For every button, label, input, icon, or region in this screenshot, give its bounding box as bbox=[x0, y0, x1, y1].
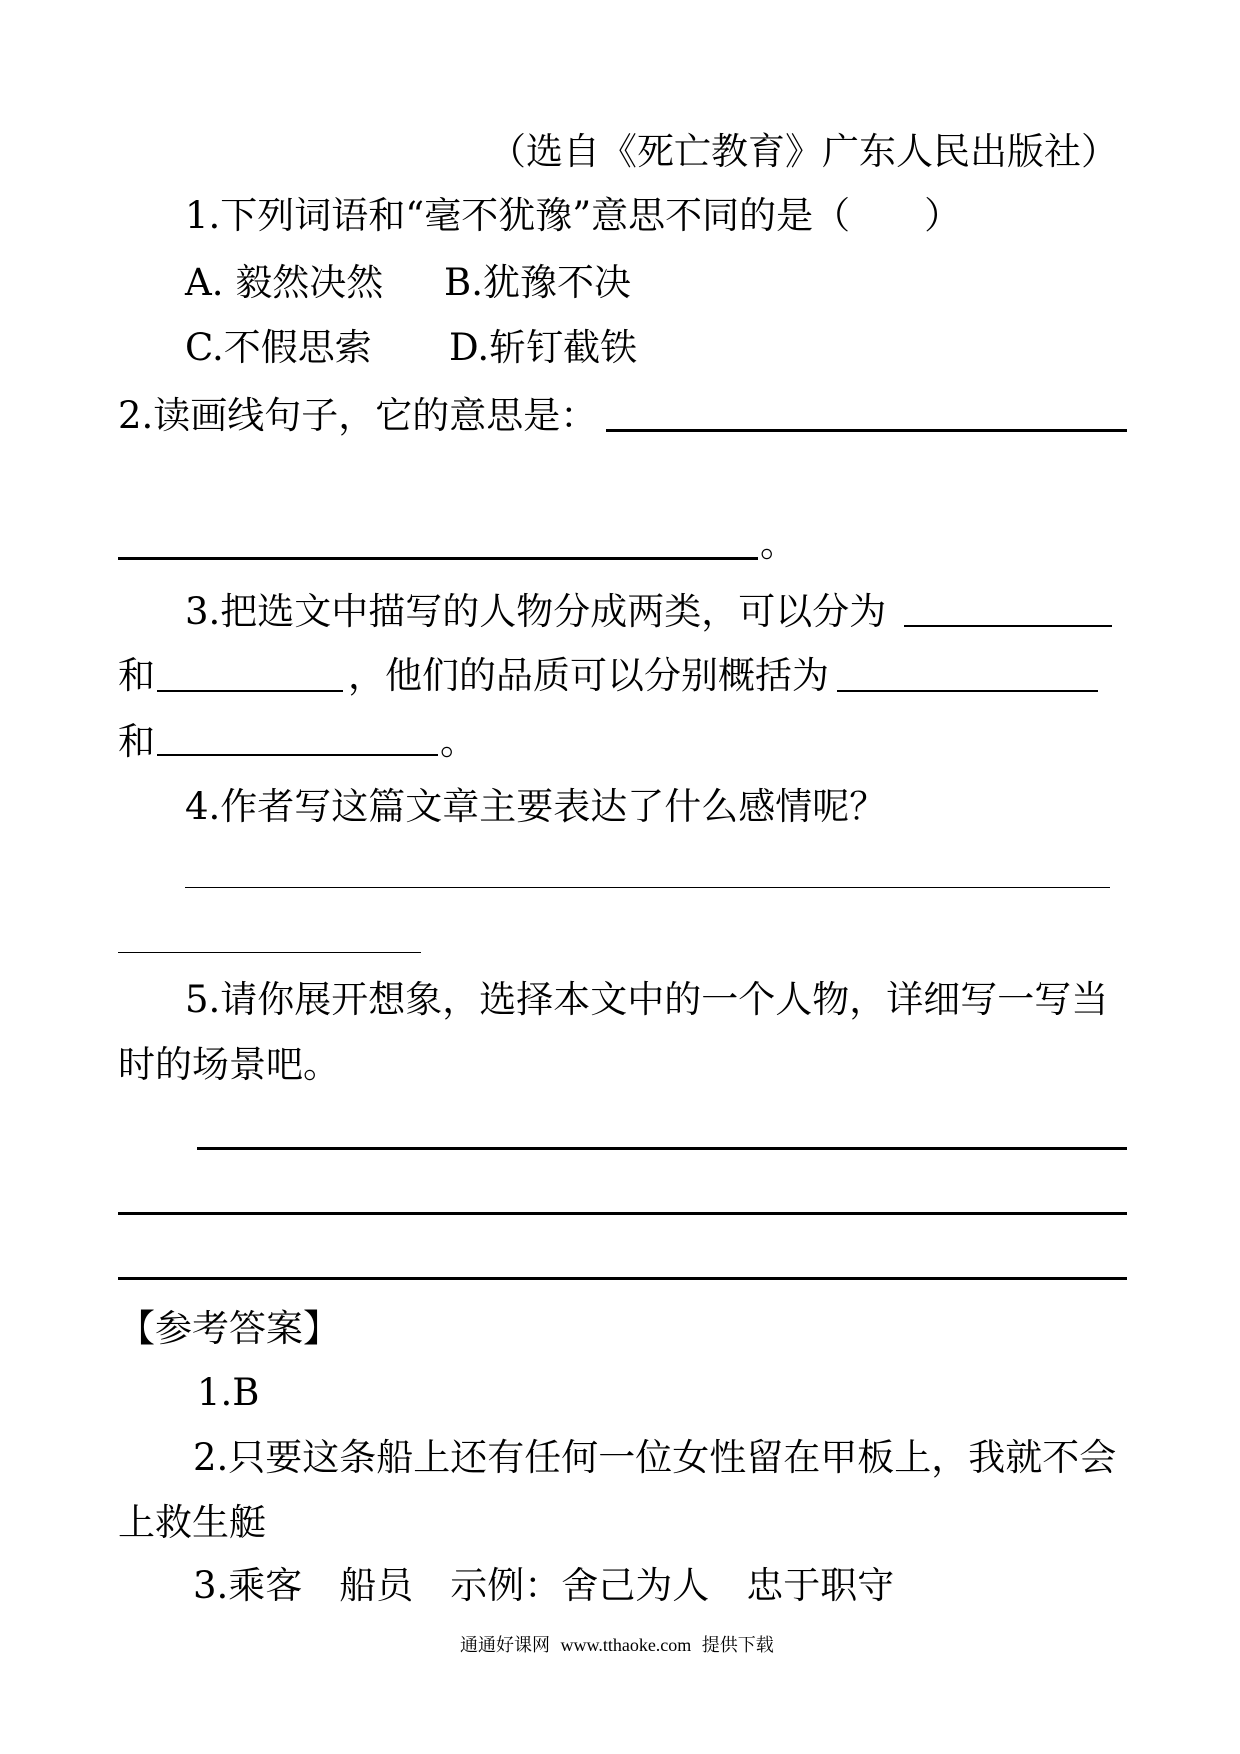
page-footer: 通通好课网 www.tthaoke.com 提供下载 bbox=[460, 1635, 774, 1655]
answer-blank-line bbox=[904, 625, 1112, 627]
question-5-stem-line1: 5.请你展开想象，选择本文中的一个人物，详细写一写当 bbox=[185, 978, 1109, 1021]
option-d: D.斩钉截铁 bbox=[449, 326, 638, 369]
question-3-conjunction: 和 bbox=[118, 654, 155, 697]
question-5-stem-line2: 时的场景吧。 bbox=[118, 1043, 340, 1086]
question-2-end-mark: 。 bbox=[760, 522, 797, 565]
source-note: （选自《死亡教育》广东人民出版社） bbox=[489, 130, 1118, 173]
answer-blank-line bbox=[118, 557, 758, 560]
question-2-stem: 2.读画线句子，它的意思是： bbox=[118, 394, 598, 437]
answer-blank-line bbox=[157, 690, 343, 692]
answer-2-line1: 2.只要这条船上还有任何一位女性留在甲板上，我就不会 bbox=[193, 1436, 1117, 1479]
answer-blank-line bbox=[837, 690, 1098, 692]
answer-blank-line bbox=[197, 1147, 1127, 1150]
option-a: A. 毅然决然 bbox=[185, 261, 384, 304]
question-3-stem-part1: 3.把选文中描写的人物分成两类，可以分为 bbox=[185, 590, 887, 633]
answer-key-heading: 【参考答案】 bbox=[118, 1307, 340, 1350]
answer-1: 1.B bbox=[197, 1371, 260, 1414]
answer-3: 3.乘客 船员 示例：舍己为人 忠于职守 bbox=[193, 1564, 895, 1607]
answer-blank-line bbox=[118, 952, 421, 953]
answer-blank-line bbox=[606, 429, 1127, 432]
answer-2-line2: 上救生艇 bbox=[118, 1501, 266, 1544]
answer-blank-line bbox=[118, 1277, 1127, 1280]
question-3-stem-part2: ，他们的品质可以分别概括为 bbox=[348, 654, 829, 697]
answer-blank-line bbox=[118, 1212, 1127, 1215]
answer-blank-line bbox=[185, 887, 1110, 888]
option-c: C.不假思索 bbox=[185, 326, 372, 369]
question-1-stem: 1.下列词语和“毫不犹豫”意思不同的是（ ） bbox=[185, 194, 962, 237]
question-3-end-mark: 。 bbox=[440, 720, 477, 763]
question-4-stem: 4.作者写这篇文章主要表达了什么感情呢？ bbox=[185, 785, 887, 828]
option-b: B.犹豫不决 bbox=[444, 261, 631, 304]
question-3-conjunction: 和 bbox=[118, 720, 155, 763]
answer-blank-line bbox=[157, 754, 438, 756]
